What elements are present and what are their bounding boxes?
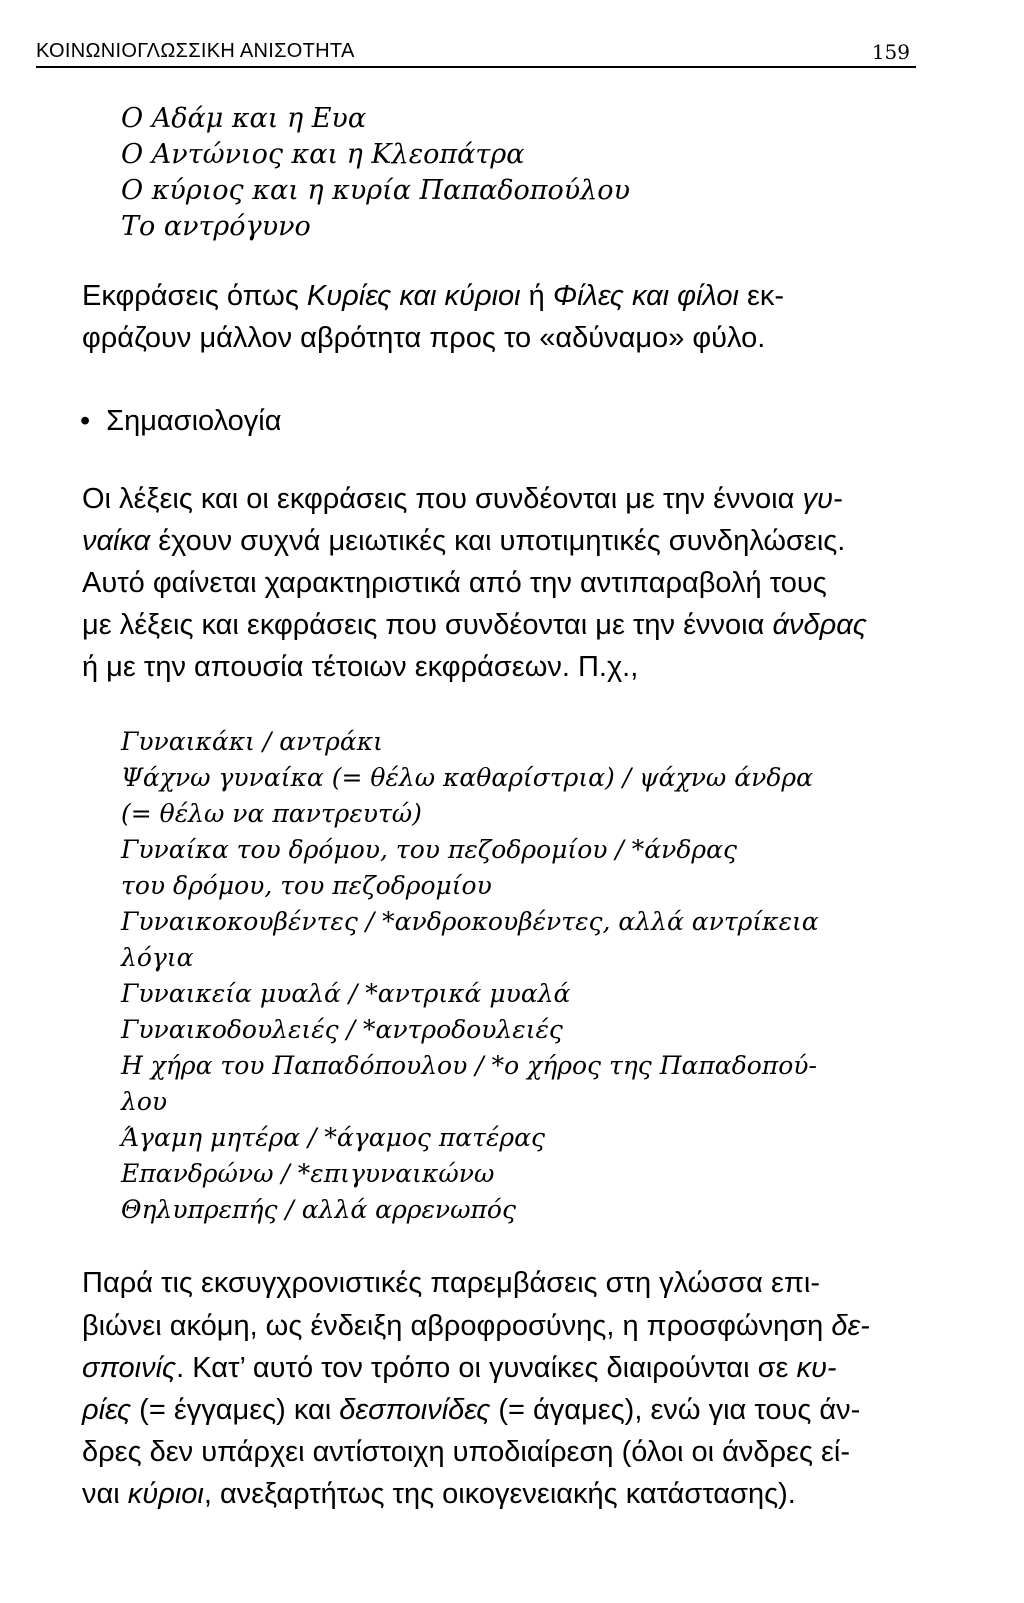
example-line: λόγια (121, 943, 194, 972)
example-line: Γυναικοδουλειές / *αντροδουλειές (121, 1015, 563, 1044)
emphasis: δε- (831, 1310, 870, 1342)
paragraph-line: Αυτό φαίνεται χαρακτηριστικά από την αντιπαραβολή τους (82, 567, 827, 599)
example-line: Επανδρώνω / *επιγυναικώνω (121, 1159, 495, 1188)
page-number: 159 (871, 40, 910, 64)
names-line: Το αντρόγυνο (121, 211, 311, 242)
example-line: λου (121, 1087, 168, 1116)
emphasis: Κυρίες και κύριοι (306, 280, 521, 312)
emphasis: δεσποινίδες (339, 1394, 491, 1426)
running-title: ΚΟΙΝΩΝΙΟΓΛΩΣΣΙΚΗ ΑΝΙΣΟΤΗΤΑ (36, 40, 355, 62)
emphasis: άνδρας (772, 609, 867, 641)
paragraph-line: ή με την απουσία τέτοιων εκφράσεων. Π.χ., (82, 651, 639, 683)
emphasis: κυ- (796, 1352, 837, 1384)
section-heading: Σημασιολογία (106, 405, 282, 437)
example-line: Γυναικεία μυαλά / *αντρικά μυαλά (121, 979, 571, 1008)
emphasis: ναίκα (82, 525, 151, 557)
emphasis: σποινίς (82, 1352, 177, 1384)
running-header (36, 36, 916, 68)
example-line: του δρόμου, του πεζοδρομίου (121, 871, 492, 900)
bullet-icon: • (80, 405, 91, 437)
example-line: Ψάχνω γυναίκα (= θέλω καθαρίστρια) / ψάχνω άνδρα (121, 763, 813, 792)
example-line: Θηλυπρεπής / αλλά αρρενωπός (121, 1195, 516, 1224)
paragraph-line: σποινίς. Κατ’ αυτό τον τρόπο οι γυναίκες διαιρούνται σε κυ- (82, 1352, 837, 1384)
emphasis: γυ- (802, 483, 843, 515)
paragraph-line: ναι κύριοι, ανεξαρτήτως της οικογενειακής κατάστασης). (82, 1478, 796, 1510)
paragraph-line: Οι λέξεις και οι εκφράσεις που συνδέονται με την έννοια γυ- (82, 483, 843, 515)
names-line: Ο Αντώνιος και η Κλεοπάτρα (121, 139, 525, 170)
paragraph-line: με λέξεις και εκφράσεις που συνδέονται με την έννοια άνδρας (82, 609, 867, 641)
example-line: Γυναίκα του δρόμου, του πεζοδρομίου / *άνδρας (121, 835, 737, 864)
example-line: (= θέλω να παντρευτώ) (121, 799, 422, 828)
section-bullet (80, 405, 282, 438)
paragraph-line: φράζουν μάλλον αβρότητα προς το «αδύναμο» φύλο. (82, 322, 766, 354)
example-line: Άγαμη μητέρα / *άγαμος πατέρας (121, 1123, 546, 1152)
paragraph-line: Παρά τις εκσυγχρονιστικές παρεμβάσεις στη γλώσσα επι- (82, 1267, 820, 1299)
names-line: Ο κύριος και η κυρία Παπαδοπούλου (121, 175, 630, 206)
emphasis: κύριοι (127, 1478, 204, 1510)
paragraph-line: ναίκα έχουν συχνά μειωτικές και υποτιμητικές συνδηλώσεις. (82, 525, 846, 557)
emphasis: Φίλες και φίλοι (552, 280, 739, 312)
paragraph-line: δρες δεν υπάρχει αντίστοιχη υποδιαίρεση (όλοι οι άνδρες εί- (82, 1436, 851, 1468)
paragraph-line: βιώνει ακόμη, ως ένδειξη αβροφροσύνης, η προσφώνηση δε- (82, 1310, 870, 1342)
example-line: Γυναικάκι / αντράκι (121, 727, 383, 756)
paragraph-line: Εκφράσεις όπως Κυρίες και κύριοι ή Φίλες και φίλοι εκ- (82, 280, 785, 312)
emphasis: ρίες (82, 1394, 132, 1426)
example-line: Η χήρα του Παπαδόπουλου / *ο χήρος της Παπαδοπού- (121, 1051, 817, 1080)
paragraph-line: ρίες (= έγγαμες) και δεσποινίδες (= άγαμες), ενώ για τους άν- (82, 1394, 861, 1426)
names-line: Ο Αδάμ και η Ευα (121, 103, 367, 134)
example-line: Γυναικοκουβέντες / *ανδροκουβέντες, αλλά αντρίκεια (121, 907, 819, 936)
